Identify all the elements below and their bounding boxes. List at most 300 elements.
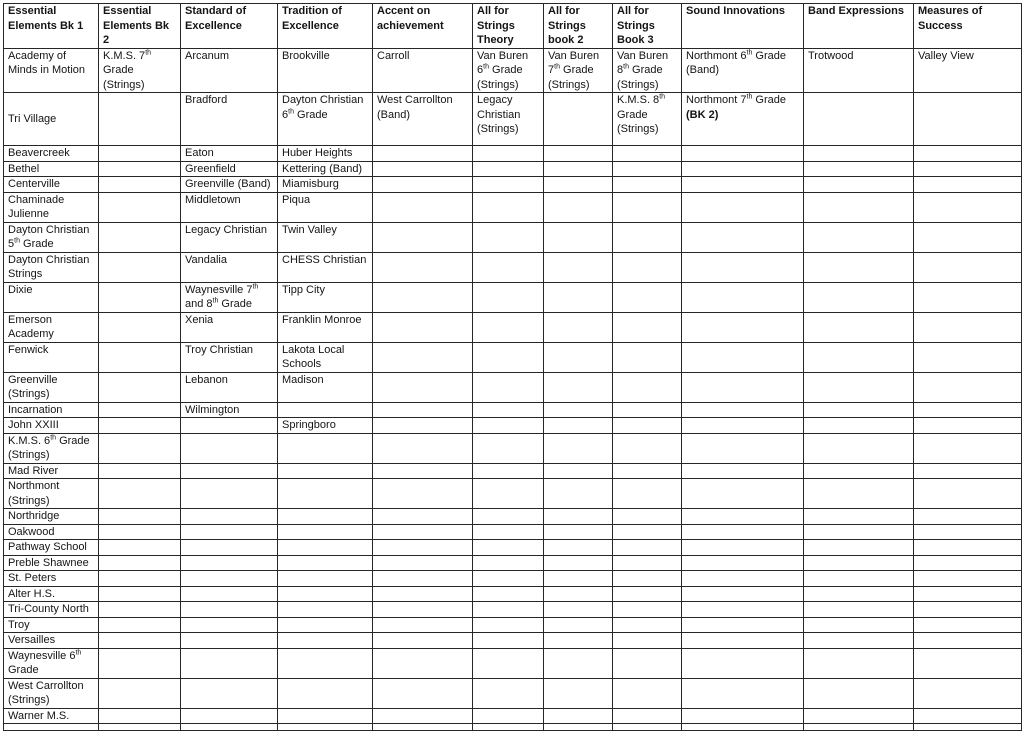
table-cell <box>473 648 544 678</box>
table-cell <box>473 479 544 509</box>
table-cell <box>804 708 914 724</box>
table-cell <box>278 479 373 509</box>
table-cell: Northmont (Strings) <box>4 479 99 509</box>
table-cell: Greenville (Band) <box>181 177 278 193</box>
table-row <box>4 586 1022 602</box>
table-cell <box>181 678 278 708</box>
table-cell <box>914 192 1022 222</box>
table-cell: Bradford <box>181 93 278 146</box>
table-cell <box>373 418 473 434</box>
table-cell: Centerville <box>4 177 99 193</box>
table-cell: K.M.S. 7th Grade (Strings) <box>99 48 181 93</box>
table-cell <box>473 633 544 649</box>
table-cell <box>804 177 914 193</box>
table-cell <box>914 93 1022 146</box>
table-cell <box>914 161 1022 177</box>
table-cell <box>914 342 1022 372</box>
table-cell: Fenwick <box>4 342 99 372</box>
table-cell <box>278 633 373 649</box>
table-cell <box>99 282 181 312</box>
table-cell <box>473 282 544 312</box>
table-cell: Pathway School <box>4 540 99 556</box>
table-cell: K.M.S. 6th Grade (Strings) <box>4 433 99 463</box>
table-cell <box>544 161 613 177</box>
table-cell <box>544 479 613 509</box>
table-cell <box>278 540 373 556</box>
table-cell <box>99 540 181 556</box>
column-header: Tradition of Excellence <box>278 4 373 49</box>
table-cell <box>544 463 613 479</box>
table-cell: Lebanon <box>181 372 278 402</box>
table-cell <box>473 177 544 193</box>
table-row <box>4 571 1022 587</box>
table-row <box>4 48 1022 93</box>
table-cell <box>682 192 804 222</box>
table-cell <box>544 252 613 282</box>
table-cell <box>181 433 278 463</box>
table-cell <box>682 222 804 252</box>
table-cell <box>613 282 682 312</box>
table-cell <box>613 602 682 618</box>
table-cell <box>613 402 682 418</box>
table-cell <box>914 724 1022 731</box>
table-cell <box>613 617 682 633</box>
table-cell <box>278 509 373 525</box>
table-cell <box>804 524 914 540</box>
table-cell: Preble Shawnee <box>4 555 99 571</box>
table-cell <box>613 708 682 724</box>
table-cell: Dayton Christian 5th Grade <box>4 222 99 252</box>
table-cell <box>914 282 1022 312</box>
table-cell <box>804 555 914 571</box>
table-cell <box>613 252 682 282</box>
table-cell <box>278 433 373 463</box>
table-cell <box>613 192 682 222</box>
table-cell <box>99 192 181 222</box>
table-cell <box>804 161 914 177</box>
table-row <box>4 192 1022 222</box>
table-row <box>4 633 1022 649</box>
table-cell <box>181 708 278 724</box>
table-cell <box>914 524 1022 540</box>
table-cell <box>99 602 181 618</box>
table-cell: Xenia <box>181 312 278 342</box>
table-cell <box>373 282 473 312</box>
table-cell: Huber Heights <box>278 146 373 162</box>
table-cell <box>181 479 278 509</box>
table-cell: Lakota Local Schools <box>278 342 373 372</box>
table-row <box>4 402 1022 418</box>
table-cell: Tipp City <box>278 282 373 312</box>
table-cell <box>99 479 181 509</box>
table-row <box>4 342 1022 372</box>
table-cell: Dixie <box>4 282 99 312</box>
table-cell <box>914 372 1022 402</box>
table-cell: Legacy Christian (Strings) <box>473 93 544 146</box>
table-cell <box>373 708 473 724</box>
table-cell <box>278 708 373 724</box>
table-cell <box>373 571 473 587</box>
table-cell <box>181 571 278 587</box>
table-cell <box>914 633 1022 649</box>
table-cell <box>278 463 373 479</box>
table-cell <box>682 602 804 618</box>
table-cell <box>544 222 613 252</box>
column-header: Standard of Excellence <box>181 4 278 49</box>
table-cell <box>278 648 373 678</box>
table-cell <box>613 724 682 731</box>
table-cell <box>373 177 473 193</box>
table-cell <box>99 617 181 633</box>
table-cell <box>544 724 613 731</box>
table-cell <box>181 524 278 540</box>
table-cell <box>278 586 373 602</box>
header-row <box>4 4 1022 49</box>
table-cell <box>544 372 613 402</box>
table-cell <box>373 586 473 602</box>
table-cell <box>473 724 544 731</box>
table-cell <box>473 252 544 282</box>
table-cell: Brookville <box>278 48 373 93</box>
table-cell <box>544 402 613 418</box>
table-cell <box>278 678 373 708</box>
table-cell <box>914 418 1022 434</box>
table-cell <box>373 479 473 509</box>
table-cell: Kettering (Band) <box>278 161 373 177</box>
table-row <box>4 433 1022 463</box>
table-cell: West Carrollton (Band) <box>373 93 473 146</box>
table-cell <box>473 524 544 540</box>
table-cell: Trotwood <box>804 48 914 93</box>
table-cell <box>914 555 1022 571</box>
table-cell <box>473 708 544 724</box>
table-row <box>4 312 1022 342</box>
table-cell <box>804 402 914 418</box>
table-cell <box>473 418 544 434</box>
table-cell <box>682 524 804 540</box>
table-cell <box>544 524 613 540</box>
table-row <box>4 602 1022 618</box>
table-cell <box>99 648 181 678</box>
table-cell <box>99 222 181 252</box>
table-cell <box>544 648 613 678</box>
table-cell <box>804 433 914 463</box>
table-cell <box>373 555 473 571</box>
table-row <box>4 146 1022 162</box>
table-cell <box>682 342 804 372</box>
table-cell: Tri Village <box>4 93 99 146</box>
table-cell: West Carrollton (Strings) <box>4 678 99 708</box>
table-cell <box>373 678 473 708</box>
table-cell: Beavercreek <box>4 146 99 162</box>
table-cell <box>99 586 181 602</box>
table-cell <box>473 463 544 479</box>
table-cell: Van Buren 7th Grade (Strings) <box>544 48 613 93</box>
table-cell <box>613 540 682 556</box>
table-cell <box>914 586 1022 602</box>
table-cell <box>373 509 473 525</box>
table-cell: Troy <box>4 617 99 633</box>
table-cell <box>613 586 682 602</box>
table-cell <box>914 312 1022 342</box>
table-cell <box>613 571 682 587</box>
table-row <box>4 252 1022 282</box>
table-cell <box>613 177 682 193</box>
table-cell <box>613 372 682 402</box>
table-cell <box>804 602 914 618</box>
table-cell <box>278 724 373 731</box>
table-cell <box>914 146 1022 162</box>
table-cell <box>682 555 804 571</box>
table-cell: Warner M.S. <box>4 708 99 724</box>
table-cell <box>613 524 682 540</box>
table-cell <box>914 177 1022 193</box>
table-cell <box>804 342 914 372</box>
table-cell <box>473 617 544 633</box>
table-cell: Dayton Christian Strings <box>4 252 99 282</box>
table-cell <box>682 146 804 162</box>
table-cell <box>473 433 544 463</box>
table-cell: Versailles <box>4 633 99 649</box>
table-cell <box>804 146 914 162</box>
table-cell <box>682 312 804 342</box>
table-cell <box>99 177 181 193</box>
column-header: Accent on achievement <box>373 4 473 49</box>
table-cell <box>544 678 613 708</box>
table-cell <box>544 146 613 162</box>
table-cell: Greenville (Strings) <box>4 372 99 402</box>
table-cell <box>804 678 914 708</box>
table-cell <box>544 586 613 602</box>
table-cell <box>181 540 278 556</box>
table-cell <box>544 192 613 222</box>
table-row <box>4 617 1022 633</box>
table-cell <box>804 571 914 587</box>
table-cell <box>804 282 914 312</box>
table-cell <box>373 402 473 418</box>
table-cell <box>544 617 613 633</box>
table-cell: Madison <box>278 372 373 402</box>
table-cell <box>682 571 804 587</box>
table-cell <box>682 161 804 177</box>
table-cell <box>373 540 473 556</box>
table-cell <box>804 418 914 434</box>
table-cell <box>914 433 1022 463</box>
table-cell <box>914 648 1022 678</box>
column-header: Measures of Success <box>914 4 1022 49</box>
table-cell <box>613 633 682 649</box>
table-cell <box>682 724 804 731</box>
table-cell <box>473 146 544 162</box>
table-cell <box>181 463 278 479</box>
table-cell <box>373 252 473 282</box>
table-cell <box>682 678 804 708</box>
table-cell <box>682 648 804 678</box>
table-cell <box>804 222 914 252</box>
table-row <box>4 540 1022 556</box>
table-cell <box>181 648 278 678</box>
table-row <box>4 555 1022 571</box>
table-cell <box>99 161 181 177</box>
table-body <box>4 48 1022 731</box>
table-cell <box>544 177 613 193</box>
table-cell: Incarnation <box>4 402 99 418</box>
table-cell <box>373 146 473 162</box>
table-row <box>4 479 1022 509</box>
table-cell: Chaminade Julienne <box>4 192 99 222</box>
table-cell: Bethel <box>4 161 99 177</box>
table-cell <box>373 524 473 540</box>
table-cell <box>99 678 181 708</box>
table-row <box>4 678 1022 708</box>
table-cell: Piqua <box>278 192 373 222</box>
table-cell <box>804 648 914 678</box>
table-cell <box>473 402 544 418</box>
table-cell <box>613 433 682 463</box>
table-cell <box>99 724 181 731</box>
table-cell <box>613 146 682 162</box>
table-cell <box>914 463 1022 479</box>
table-cell <box>613 678 682 708</box>
table-cell <box>804 93 914 146</box>
table-cell <box>181 633 278 649</box>
table-cell <box>373 648 473 678</box>
column-header: Essential Elements Bk 1 <box>4 4 99 49</box>
table-cell: CHESS Christian <box>278 252 373 282</box>
table-cell <box>914 678 1022 708</box>
table-cell <box>682 177 804 193</box>
table-row <box>4 282 1022 312</box>
table-cell <box>804 540 914 556</box>
table-cell <box>804 617 914 633</box>
table-cell: St. Peters <box>4 571 99 587</box>
table-cell <box>473 312 544 342</box>
column-header: Band Expressions <box>804 4 914 49</box>
table-cell <box>473 586 544 602</box>
column-header: Sound Innovations <box>682 4 804 49</box>
table-cell <box>278 402 373 418</box>
table-row <box>4 724 1022 731</box>
table-cell <box>99 524 181 540</box>
table-cell <box>613 648 682 678</box>
table-cell: Northmont 7th Grade (BK 2) <box>682 93 804 146</box>
table-cell <box>613 222 682 252</box>
table-row <box>4 418 1022 434</box>
table-cell <box>373 342 473 372</box>
table-cell: K.M.S. 8th Grade (Strings) <box>613 93 682 146</box>
table-cell: Academy of Minds in Motion <box>4 48 99 93</box>
table-cell <box>473 540 544 556</box>
table-row <box>4 372 1022 402</box>
table-cell <box>544 571 613 587</box>
table-row <box>4 222 1022 252</box>
table-cell <box>373 602 473 618</box>
table-cell <box>613 463 682 479</box>
table-cell <box>278 617 373 633</box>
table-cell: Middletown <box>181 192 278 222</box>
table-cell: Dayton Christian 6th Grade <box>278 93 373 146</box>
table-cell <box>613 509 682 525</box>
table-cell <box>473 509 544 525</box>
table-cell: Northridge <box>4 509 99 525</box>
table-cell <box>682 708 804 724</box>
table-cell <box>682 540 804 556</box>
table-cell <box>99 312 181 342</box>
table-cell <box>544 555 613 571</box>
table-cell: Van Buren 6th Grade (Strings) <box>473 48 544 93</box>
table-cell: Oakwood <box>4 524 99 540</box>
table-cell <box>99 509 181 525</box>
table-cell <box>613 312 682 342</box>
table-cell: Alter H.S. <box>4 586 99 602</box>
table-cell <box>682 252 804 282</box>
table-cell <box>613 342 682 372</box>
table-cell <box>181 418 278 434</box>
table-cell: Springboro <box>278 418 373 434</box>
table-cell <box>473 161 544 177</box>
table-cell <box>181 586 278 602</box>
table-cell: Van Buren 8th Grade (Strings) <box>613 48 682 93</box>
table-cell: Waynesville 6th Grade <box>4 648 99 678</box>
table-cell: Valley View <box>914 48 1022 93</box>
table-cell <box>804 463 914 479</box>
table-cell <box>373 724 473 731</box>
table-row <box>4 509 1022 525</box>
table-cell: Wilmington <box>181 402 278 418</box>
table-cell <box>914 252 1022 282</box>
method-books-table <box>3 3 1022 731</box>
table-cell: Troy Christian <box>181 342 278 372</box>
table-cell <box>99 252 181 282</box>
table-cell <box>99 571 181 587</box>
table-row <box>4 463 1022 479</box>
table-cell <box>181 617 278 633</box>
table-cell <box>473 571 544 587</box>
table-cell <box>373 463 473 479</box>
table-cell <box>373 372 473 402</box>
table-cell <box>99 418 181 434</box>
table-cell <box>544 540 613 556</box>
table-cell <box>99 93 181 146</box>
table-cell <box>473 222 544 252</box>
table-cell <box>373 617 473 633</box>
table-cell <box>544 93 613 146</box>
table-cell <box>99 342 181 372</box>
table-cell <box>544 708 613 724</box>
table-cell <box>181 509 278 525</box>
table-cell <box>373 161 473 177</box>
table-cell: Legacy Christian <box>181 222 278 252</box>
table-cell <box>682 479 804 509</box>
column-header: All for Strings Theory <box>473 4 544 49</box>
table-row <box>4 93 1022 146</box>
table-row <box>4 648 1022 678</box>
table-cell <box>473 602 544 618</box>
table-cell <box>804 724 914 731</box>
table-cell <box>278 555 373 571</box>
table-row <box>4 177 1022 193</box>
table-cell <box>804 633 914 649</box>
table-cell <box>914 617 1022 633</box>
table-cell <box>99 146 181 162</box>
table-cell <box>682 586 804 602</box>
table-cell <box>804 252 914 282</box>
table-cell <box>99 433 181 463</box>
table-row <box>4 161 1022 177</box>
table-cell <box>181 602 278 618</box>
table-cell <box>914 708 1022 724</box>
table-cell <box>914 571 1022 587</box>
